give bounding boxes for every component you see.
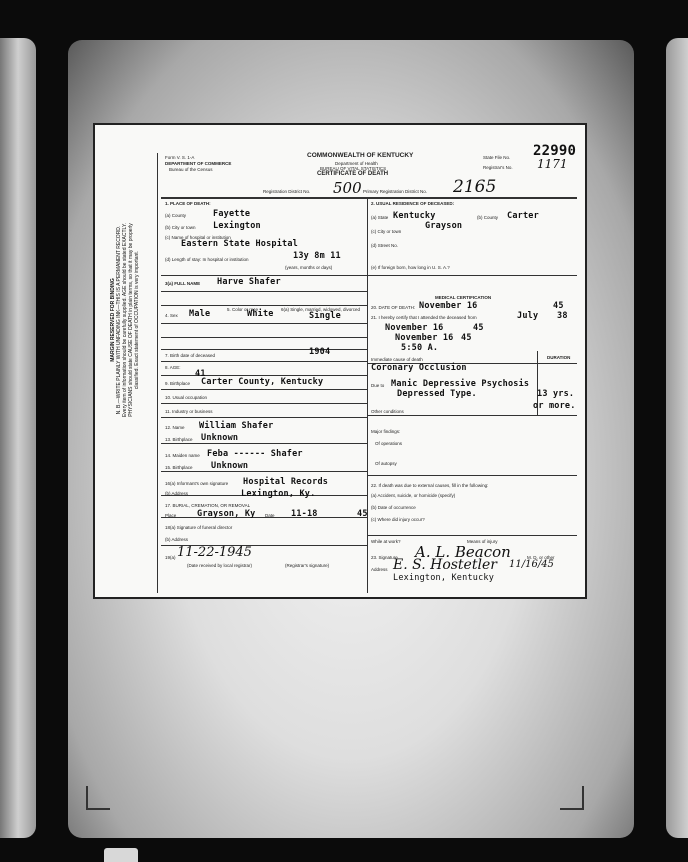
full-name: Harve Shafer — [217, 277, 281, 287]
res-state: Kentucky — [393, 211, 436, 221]
burial-date: 11-18 — [291, 509, 318, 519]
certificate-title: CERTIFICATE OF DEATH — [317, 171, 389, 177]
state-file-number: 22990 — [533, 143, 577, 159]
occurrence-label: (b) Date of occurrence — [371, 505, 416, 510]
mother-bp-label: 15. Birthplace — [165, 465, 193, 470]
major-label: Major findings: — [371, 429, 401, 434]
date-death-year: 45 — [553, 301, 564, 311]
res-city: Grayson — [425, 221, 463, 231]
physician-address-city: Lexington, Kentucky — [393, 573, 495, 583]
father-bp-label: 13. Birthplace — [165, 437, 193, 442]
funeral-sig-label: 18(a) Signature of funeral director — [165, 525, 233, 530]
instructions-text: N. B.—WRITE PLAINLY WITH UNFADING INK—THIS IS A PERMANENT RECORD. Every item of information should be carefully supplied. AGE should be stated EXACTLY. PHYSICIANS should state CAUSE OF DEATH in plain terms, so that it may be properly classified. Exact statement of OCCUPATION is very important. — [116, 222, 140, 418]
registrar-number: 1171 — [537, 157, 568, 171]
bureau-vital: BUREAU OF VITAL STATISTICS — [320, 166, 387, 171]
date-received-label: 19(a) — [165, 555, 176, 560]
funeral-addr-label: (b) Address — [165, 537, 189, 542]
date-death-label: 20. DATE OF DEATH: — [371, 305, 416, 310]
due-to-label: Due to — [371, 383, 385, 388]
res-county: Carter — [507, 211, 539, 221]
corner-mark-right — [560, 786, 584, 810]
duration-label: DURATION — [547, 355, 571, 360]
state-title: COMMONWEALTH OF KENTUCKY — [307, 152, 414, 159]
industry-label: 11. Industry or business — [165, 409, 213, 414]
cause-label: Immediate cause of death — [371, 357, 423, 362]
operations-label: Of operations — [375, 441, 403, 446]
father-name: William Shafer — [199, 421, 274, 431]
res-county-label: (b) County — [477, 215, 499, 220]
death-time: 5:50 A. — [401, 343, 439, 353]
due-to-2: Depressed Type. — [397, 389, 477, 399]
while-label: While at work? — [371, 539, 401, 544]
cause: Coronary Occlusion — [371, 363, 467, 373]
pod-length-units: (years, months or days) — [285, 265, 333, 270]
physician-address-date: 11/16/45 — [509, 559, 554, 570]
birthplace-label: 9. Birthplace — [165, 381, 191, 386]
informant-address: Lexington, Ky. — [241, 489, 316, 499]
corner-mark-left — [86, 786, 110, 810]
residence-label: 2. USUAL RESIDENCE OF DECEASED: — [371, 201, 455, 206]
res-foreign-label: (e) If foreign born, how long in U. S. A.? — [371, 265, 450, 270]
physician-address-sig: E. S. Hostetler — [393, 557, 497, 573]
mother-name: Feba ------ Shafer — [207, 449, 303, 459]
marital-label: 6(a) Single, married, widowed, divorced — [281, 307, 361, 312]
primary-reg-label: Primary Registration District No. — [363, 189, 428, 194]
mother-label: 14. Maiden name — [165, 453, 200, 458]
other-label: Other conditions — [371, 409, 404, 414]
film-tab — [104, 848, 138, 862]
adjacent-frame-right — [666, 38, 688, 838]
pod-city: Lexington — [213, 221, 261, 231]
attended-label: 21. I hereby certify that I attended the deceased from — [371, 315, 477, 320]
birthplace: Carter County, Kentucky — [201, 377, 324, 387]
where-label: (c) Where did injury occur? — [371, 517, 425, 522]
adjacent-frame-left — [0, 38, 36, 838]
pod-length: 13y 8m 11 — [293, 251, 341, 261]
pod-hospital-label: (c) Name of hospital or institution — [165, 235, 231, 240]
binding-margin-note — [110, 220, 140, 420]
last-seen: November 16 — [395, 333, 454, 343]
sex: Male — [189, 309, 211, 319]
res-state-label: (a) State — [371, 215, 389, 220]
burial-place-label: Place — [165, 513, 177, 518]
informant: Hospital Records — [243, 477, 329, 487]
color: White — [247, 309, 274, 319]
last-seen-year: 45 — [461, 333, 472, 343]
reg-district: 500 — [333, 179, 362, 197]
duration-2: or more. — [533, 401, 576, 411]
burial-date-label: Date — [265, 513, 275, 518]
mother-birthplace: Unknown — [211, 461, 249, 471]
physician-address-label: Address — [371, 567, 388, 572]
primary-reg: 2165 — [453, 177, 497, 197]
date-received: 11-22-1945 — [177, 545, 252, 560]
means-label: Means of injury — [467, 539, 498, 544]
burial-place: Grayson, Ky — [197, 509, 256, 519]
external-label: 22. If death was due to external causes, fill in the following: — [371, 483, 489, 488]
physician-signature: A. L. Beacon — [415, 543, 511, 561]
medical-header: MEDICAL CERTIFICATION — [435, 295, 492, 300]
age-label: 8. AGE: — [165, 365, 181, 370]
registrar-sig-sub: (Registrar's signature) — [285, 563, 330, 568]
signature-suffix: M. D. or other — [527, 555, 555, 560]
pod-county-label: (a) County — [165, 213, 187, 218]
age: 41 — [195, 369, 206, 379]
occupation-label: 10. Usual occupation — [165, 395, 208, 400]
burial-label: 17. BURIAL, CREMATION, OR REMOVAL — [165, 503, 251, 508]
margin-reserved-label: MARGIN RESERVED FOR BINDING — [110, 278, 116, 362]
dept-health: Department of Health — [335, 161, 378, 166]
burial-year: 45 — [357, 509, 368, 519]
pod-county: Fayette — [213, 209, 251, 219]
place-of-death-label: 1. PLACE OF DEATH: — [165, 201, 211, 206]
informant-label: 16(a) Informant's own signature — [165, 481, 229, 486]
informant-address-label: (b) Address — [165, 491, 189, 496]
father-birthplace: Unknown — [201, 433, 239, 443]
registrar-no-label: Registrar's No. — [483, 165, 513, 170]
signature-label: 23. Signature — [371, 555, 398, 560]
attended-from: July — [517, 311, 539, 321]
res-city-label: (c) City or town — [371, 229, 402, 234]
duration-1: 13 yrs. — [537, 389, 575, 399]
attended-to: November 16 — [385, 323, 444, 333]
birth-year: 1904 — [309, 347, 331, 357]
date-death: November 16 — [419, 301, 478, 311]
state-file-label: State File No. — [483, 155, 511, 160]
res-street-label: (d) Street No. — [371, 243, 399, 248]
accident-label: (a) Accident, suicide, or homicide (specify) — [371, 493, 456, 498]
form-number: Form V. S. 1-A — [165, 155, 195, 160]
marital: Single — [309, 311, 341, 321]
department: DEPARTMENT OF COMMERCE — [165, 161, 232, 166]
attended-to-year: 45 — [473, 323, 484, 333]
pod-hospital: Eastern State Hospital — [181, 239, 298, 249]
full-name-label: 3(a) FULL NAME — [165, 281, 201, 286]
death-certificate — [95, 125, 585, 597]
bureau-census: Bureau of the Census — [169, 167, 213, 172]
due-to-1: Manic Depressive Psychosis — [391, 379, 530, 389]
reg-district-label: Registration District No. — [263, 189, 311, 194]
pod-city-label: (b) City or town — [165, 225, 196, 230]
sex-label: 4. Sex — [165, 313, 178, 318]
pod-length-label: (d) Length of stay: In hospital or institution — [165, 257, 249, 262]
father-label: 12. Name — [165, 425, 185, 430]
birth-label: 7. Birth date of deceased — [165, 353, 216, 358]
color-label: 5. Color or race — [227, 307, 259, 312]
date-received-sub: (Date received by local registrar) — [187, 563, 253, 568]
attended-from-year: 38 — [557, 311, 568, 321]
autopsy-label: Of autopsy — [375, 461, 397, 466]
